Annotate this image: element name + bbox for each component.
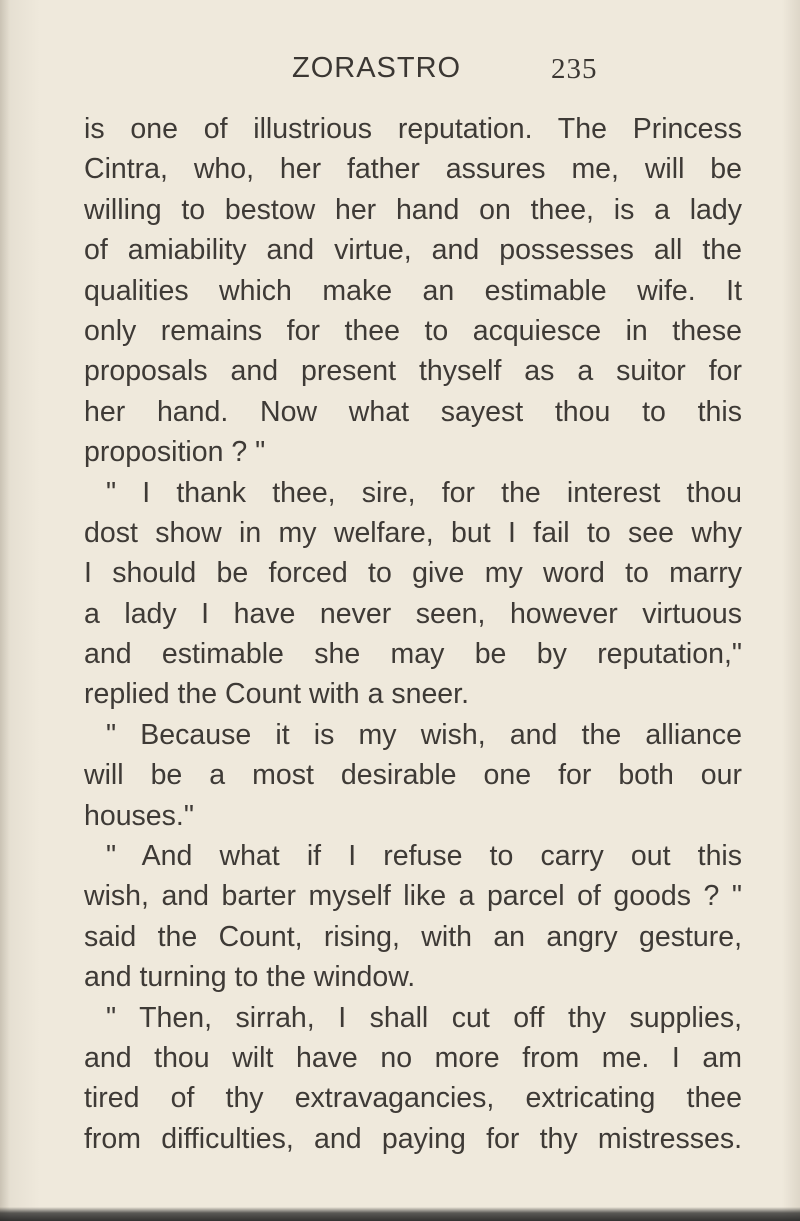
text-line: qualities which make an estimable wife. It bbox=[84, 274, 742, 307]
text-line: proposition ? " bbox=[84, 436, 266, 469]
text-line: dost show in my welfare, but I fail to see why bbox=[84, 516, 742, 549]
page-number: 235 bbox=[551, 53, 598, 85]
text-line: " I thank thee, sire, for the interest thou bbox=[106, 476, 742, 509]
text-line: willing to bestow her hand on thee, is a lady bbox=[84, 193, 742, 226]
text-line: and turning to the window. bbox=[84, 961, 416, 994]
page-gutter-shadow bbox=[0, 0, 10, 1221]
text-line: houses." bbox=[84, 799, 194, 832]
text-line: tired of thy extravagancies, extricating thee bbox=[84, 1082, 742, 1115]
text-line: proposals and present thyself as a suitor for bbox=[84, 355, 742, 388]
text-line: " And what if I refuse to carry out this bbox=[106, 840, 742, 873]
body-text bbox=[84, 109, 742, 1159]
text-line: I should be forced to give my word to marry bbox=[84, 557, 742, 590]
text-line: of amiability and virtue, and possesses all the bbox=[84, 234, 742, 267]
running-title: ZORASTRO bbox=[292, 52, 462, 84]
text-line: " Because it is my wish, and the alliance bbox=[106, 718, 742, 751]
text-line: wish, and barter myself like a parcel of goods ? " bbox=[84, 880, 742, 913]
text-line: " Then, sirrah, I shall cut off thy supplies, bbox=[106, 1001, 742, 1034]
text-line: and thou wilt have no more from me. I am bbox=[84, 1041, 742, 1074]
text-line: Cintra, who, her father assures me, will be bbox=[84, 153, 742, 186]
text-line: replied the Count with a sneer. bbox=[84, 678, 469, 711]
text-line: her hand. Now what sayest thou to this bbox=[84, 395, 742, 428]
text-line: only remains for thee to acquiesce in these bbox=[84, 314, 742, 347]
page-bottom-edge bbox=[0, 1207, 800, 1221]
text-line: from difficulties, and paying for thy mistresses. bbox=[84, 1122, 742, 1155]
text-line: a lady I have never seen, however virtuous bbox=[84, 597, 742, 630]
page-header bbox=[0, 52, 800, 92]
text-line: will be a most desirable one for both our bbox=[84, 759, 742, 792]
text-line: said the Count, rising, with an angry gesture, bbox=[84, 920, 742, 953]
text-line: and estimable she may be by reputation," bbox=[84, 638, 742, 671]
text-line: is one of illustrious reputation. The Princess bbox=[84, 113, 742, 145]
